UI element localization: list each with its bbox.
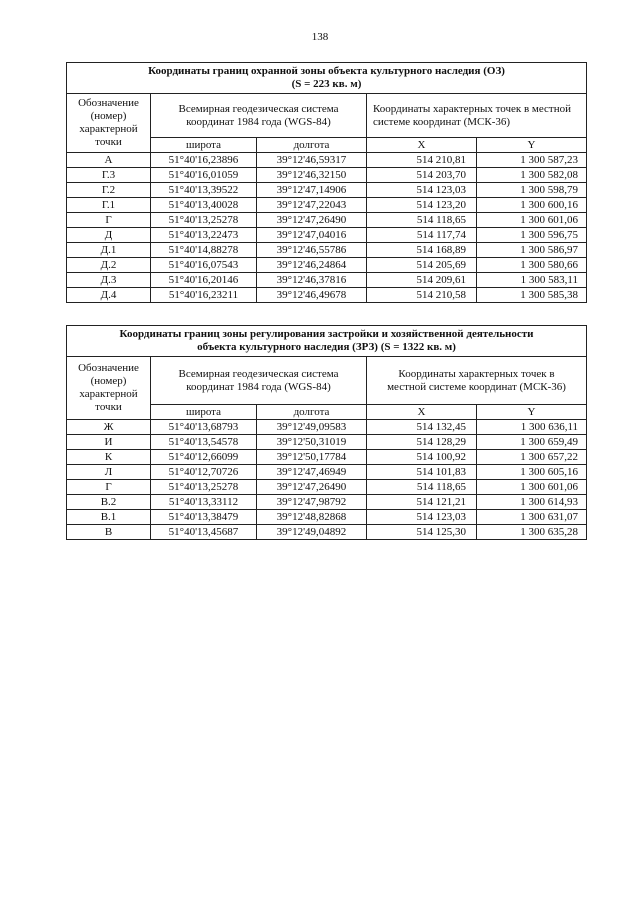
longitude-cell: 39°12'47,04016	[257, 228, 367, 243]
table-row	[67, 198, 587, 213]
longitude-subheader: долгота	[257, 138, 367, 153]
y-coordinate-cell: 1 300 635,28	[477, 525, 587, 540]
msk-column-header: Координаты характерных точек в местной системе координат (МСК-36)	[367, 357, 587, 405]
point-label-cell: Г.2	[67, 183, 151, 198]
table-title	[67, 63, 587, 94]
latitude-cell: 51°40'13,40028	[151, 198, 257, 213]
y-subheader: Y	[477, 405, 587, 420]
table-row	[67, 465, 587, 480]
x-coordinate-cell: 514 209,61	[367, 273, 477, 288]
point-label-cell: Г.3	[67, 168, 151, 183]
x-coordinate-cell: 514 205,69	[367, 258, 477, 273]
x-subheader: X	[367, 138, 477, 153]
longitude-cell: 39°12'47,46949	[257, 465, 367, 480]
latitude-cell: 51°40'13,25278	[151, 213, 257, 228]
point-column-header: Обозначение (номер) характерной точки	[67, 94, 151, 153]
table-row	[67, 213, 587, 228]
x-coordinate-cell: 514 132,45	[367, 420, 477, 435]
latitude-cell: 51°40'13,25278	[151, 480, 257, 495]
latitude-subheader: широта	[151, 405, 257, 420]
longitude-cell: 39°12'47,26490	[257, 213, 367, 228]
y-coordinate-cell: 1 300 580,66	[477, 258, 587, 273]
longitude-cell: 39°12'50,17784	[257, 450, 367, 465]
longitude-cell: 39°12'46,32150	[257, 168, 367, 183]
latitude-cell: 51°40'16,07543	[151, 258, 257, 273]
table-body	[67, 420, 587, 540]
longitude-cell: 39°12'47,14906	[257, 183, 367, 198]
x-coordinate-cell: 514 101,83	[367, 465, 477, 480]
latitude-cell: 51°40'14,88278	[151, 243, 257, 258]
latitude-cell: 51°40'16,01059	[151, 168, 257, 183]
x-coordinate-cell: 514 123,03	[367, 510, 477, 525]
point-label-cell: Г	[67, 480, 151, 495]
table-row	[67, 183, 587, 198]
wgs-column-header: Всемирная геодезическая система координат 1984 года (WGS-84)	[151, 357, 367, 405]
y-coordinate-cell: 1 300 583,11	[477, 273, 587, 288]
page-number: 138	[311, 31, 329, 43]
latitude-cell: 51°40'13,39522	[151, 183, 257, 198]
x-coordinate-cell: 514 123,20	[367, 198, 477, 213]
latitude-cell: 51°40'13,68793	[151, 420, 257, 435]
latitude-cell: 51°40'16,23896	[151, 153, 257, 168]
table-row	[67, 228, 587, 243]
longitude-cell: 39°12'46,49678	[257, 288, 367, 303]
table-row	[67, 495, 587, 510]
x-coordinate-cell: 514 203,70	[367, 168, 477, 183]
table-row	[67, 450, 587, 465]
point-label-cell: К	[67, 450, 151, 465]
table-row	[67, 273, 587, 288]
point-label-cell: Д.2	[67, 258, 151, 273]
x-coordinate-cell: 514 123,03	[367, 183, 477, 198]
point-label-cell: Г	[67, 213, 151, 228]
latitude-cell: 51°40'13,54578	[151, 435, 257, 450]
msk-column-header: Координаты характерных точек в местной системе координат (МСК-36)	[367, 94, 587, 138]
table-title-line2: объекта культурного наследия (ЗРЗ) (S = 1322 кв. м)	[197, 341, 456, 353]
table-row	[67, 510, 587, 525]
table-row	[67, 435, 587, 450]
x-coordinate-cell: 514 118,65	[367, 213, 477, 228]
latitude-cell: 51°40'12,66099	[151, 450, 257, 465]
longitude-cell: 39°12'47,26490	[257, 480, 367, 495]
x-coordinate-cell: 514 210,58	[367, 288, 477, 303]
longitude-cell: 39°12'48,82868	[257, 510, 367, 525]
table-row	[67, 243, 587, 258]
x-coordinate-cell: 514 118,65	[367, 480, 477, 495]
table-row	[67, 153, 587, 168]
latitude-cell: 51°40'16,23211	[151, 288, 257, 303]
y-coordinate-cell: 1 300 596,75	[477, 228, 587, 243]
table-row	[67, 168, 587, 183]
y-coordinate-cell: 1 300 587,23	[477, 153, 587, 168]
point-label-cell: Д.1	[67, 243, 151, 258]
y-coordinate-cell: 1 300 586,97	[477, 243, 587, 258]
y-coordinate-cell: 1 300 636,11	[477, 420, 587, 435]
table-row	[67, 525, 587, 540]
y-coordinate-cell: 1 300 585,38	[477, 288, 587, 303]
y-coordinate-cell: 1 300 598,79	[477, 183, 587, 198]
y-coordinate-cell: 1 300 582,08	[477, 168, 587, 183]
point-label-cell: Д	[67, 228, 151, 243]
y-coordinate-cell: 1 300 657,22	[477, 450, 587, 465]
longitude-cell: 39°12'49,09583	[257, 420, 367, 435]
x-subheader: X	[367, 405, 477, 420]
latitude-subheader: широта	[151, 138, 257, 153]
point-label-cell: Ж	[67, 420, 151, 435]
latitude-cell: 51°40'12,70726	[151, 465, 257, 480]
point-label-cell: В	[67, 525, 151, 540]
x-coordinate-cell: 514 117,74	[367, 228, 477, 243]
latitude-cell: 51°40'16,20146	[151, 273, 257, 288]
wgs-column-header: Всемирная геодезическая система координат 1984 года (WGS-84)	[151, 94, 367, 138]
table-row	[67, 480, 587, 495]
table-title	[67, 326, 587, 357]
table-row	[67, 258, 587, 273]
regulation-zone-table	[66, 325, 587, 540]
table-row	[67, 420, 587, 435]
table-title-line1: Координаты границ зоны регулирования застройки и хозяйственной деятельности	[119, 328, 534, 340]
longitude-cell: 39°12'47,22043	[257, 198, 367, 213]
table-row	[67, 288, 587, 303]
y-coordinate-cell: 1 300 600,16	[477, 198, 587, 213]
latitude-cell: 51°40'13,38479	[151, 510, 257, 525]
x-coordinate-cell: 514 128,29	[367, 435, 477, 450]
point-label-cell: В.2	[67, 495, 151, 510]
table-title-line1: Координаты границ охранной зоны объекта культурного наследия (ОЗ)	[148, 65, 505, 77]
protection-zone-table	[66, 62, 587, 303]
point-label-cell: Г.1	[67, 198, 151, 213]
point-label-cell: Д.4	[67, 288, 151, 303]
longitude-cell: 39°12'46,24864	[257, 258, 367, 273]
longitude-cell: 39°12'50,31019	[257, 435, 367, 450]
x-coordinate-cell: 514 121,21	[367, 495, 477, 510]
point-label-cell: В.1	[67, 510, 151, 525]
x-coordinate-cell: 514 125,30	[367, 525, 477, 540]
latitude-cell: 51°40'13,33112	[151, 495, 257, 510]
longitude-cell: 39°12'46,55786	[257, 243, 367, 258]
y-coordinate-cell: 1 300 601,06	[477, 213, 587, 228]
longitude-cell: 39°12'46,59317	[257, 153, 367, 168]
table-title-line2: (S = 223 кв. м)	[291, 78, 362, 90]
longitude-cell: 39°12'46,37816	[257, 273, 367, 288]
y-coordinate-cell: 1 300 659,49	[477, 435, 587, 450]
y-subheader: Y	[477, 138, 587, 153]
y-coordinate-cell: 1 300 614,93	[477, 495, 587, 510]
table-body	[67, 153, 587, 303]
point-label-cell: Л	[67, 465, 151, 480]
y-coordinate-cell: 1 300 605,16	[477, 465, 587, 480]
y-coordinate-cell: 1 300 601,06	[477, 480, 587, 495]
x-coordinate-cell: 514 168,89	[367, 243, 477, 258]
x-coordinate-cell: 514 210,81	[367, 153, 477, 168]
point-label-cell: Д.3	[67, 273, 151, 288]
longitude-subheader: долгота	[257, 405, 367, 420]
latitude-cell: 51°40'13,45687	[151, 525, 257, 540]
longitude-cell: 39°12'49,04892	[257, 525, 367, 540]
point-label-cell: И	[67, 435, 151, 450]
point-column-header: Обозначение (номер) характерной точки	[67, 357, 151, 420]
latitude-cell: 51°40'13,22473	[151, 228, 257, 243]
y-coordinate-cell: 1 300 631,07	[477, 510, 587, 525]
x-coordinate-cell: 514 100,92	[367, 450, 477, 465]
longitude-cell: 39°12'47,98792	[257, 495, 367, 510]
point-label-cell: А	[67, 153, 151, 168]
